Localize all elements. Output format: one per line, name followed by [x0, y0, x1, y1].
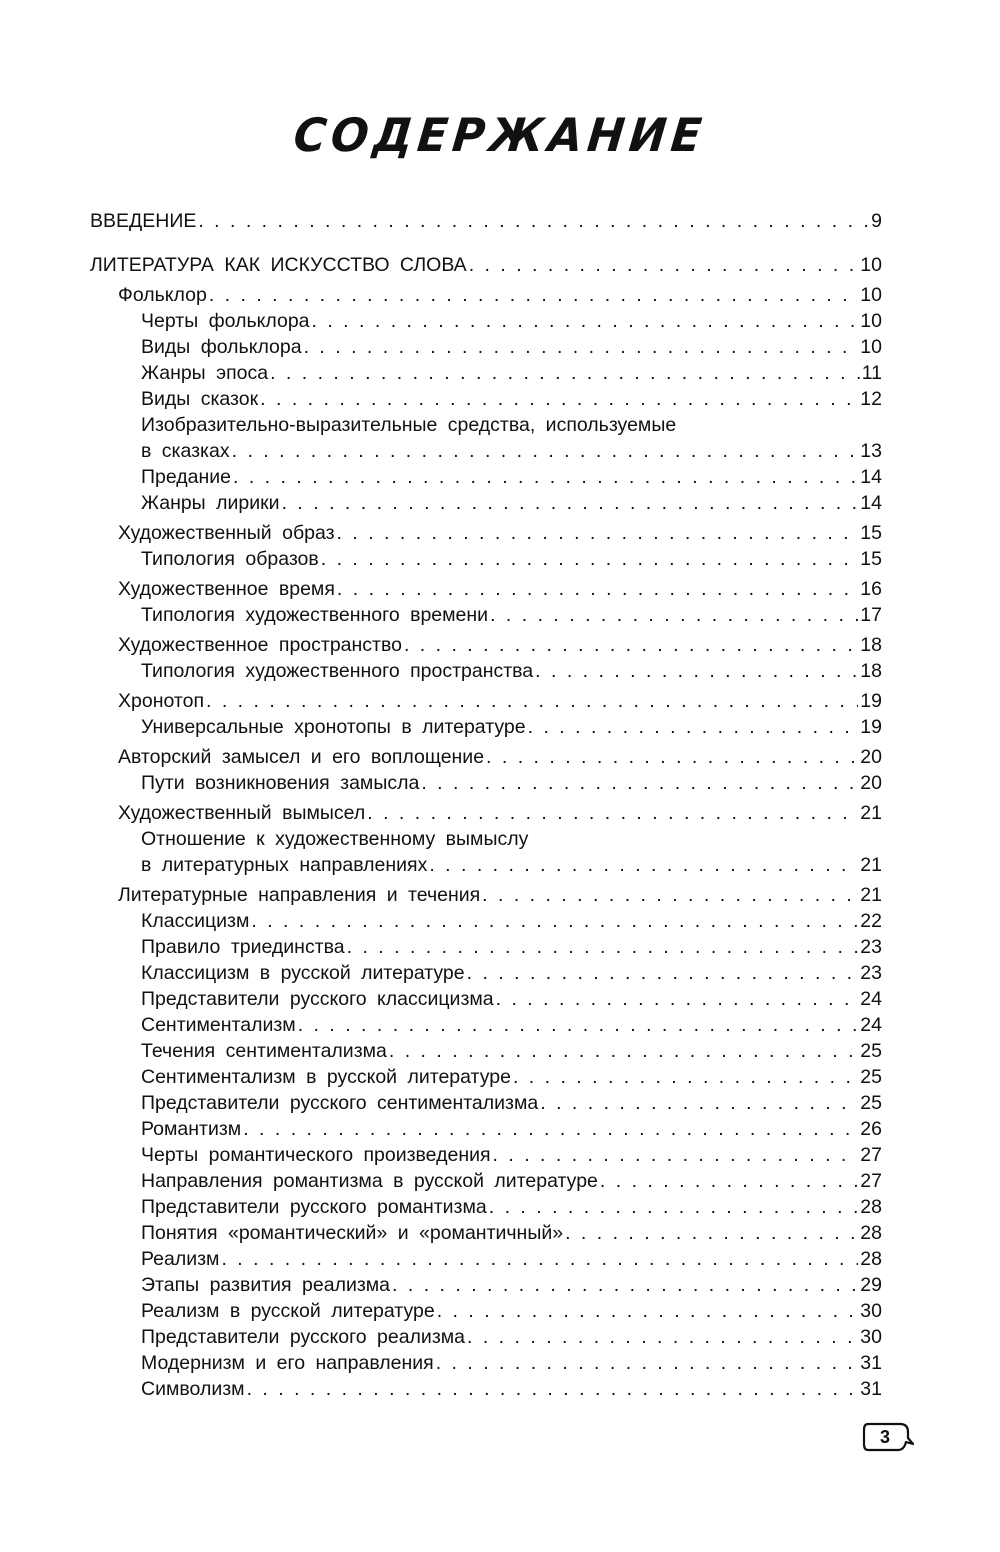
toc-entry[interactable]: [90, 576, 882, 602]
toc-entry-label: в сказках: [141, 440, 230, 462]
dot-leader: [392, 1272, 858, 1298]
toc-entry-label: Реализм: [141, 1248, 220, 1270]
toc-entry-page: 27: [860, 1170, 882, 1192]
toc-entry-page: 20: [860, 746, 882, 768]
dot-leader: [247, 1376, 859, 1402]
toc-entry[interactable]: [90, 1220, 882, 1246]
toc-entry-page: 14: [860, 466, 882, 488]
toc-entry-page: 30: [860, 1300, 882, 1322]
toc-entry[interactable]: [90, 1168, 882, 1194]
dot-leader: [600, 1168, 858, 1194]
dot-leader: [482, 882, 858, 908]
toc-entry-page: 16: [860, 578, 882, 600]
toc-entry[interactable]: [90, 986, 882, 1012]
toc-entry-label: Понятия «романтический» и «романтичный»: [141, 1222, 564, 1244]
toc-entry-page: 14: [860, 492, 882, 514]
toc-entry[interactable]: [90, 1012, 882, 1038]
toc-entry[interactable]: [90, 334, 882, 360]
toc-entry-label: Художественное пространство: [118, 634, 402, 656]
dot-leader: [540, 1090, 858, 1116]
toc-entry[interactable]: [90, 1376, 882, 1402]
toc-entry-page: 28: [860, 1196, 882, 1218]
toc-entry-label: Художественное время: [118, 578, 335, 600]
dot-leader: [429, 852, 858, 878]
dot-leader: [389, 1038, 858, 1064]
toc-entry-label: Символизм: [141, 1378, 245, 1400]
toc-entry[interactable]: [90, 520, 882, 546]
dot-leader: [493, 1142, 859, 1168]
toc-entry-label: Классицизм в русской литературе: [141, 962, 465, 984]
page-title: СОДЕРЖАНИЕ: [291, 108, 709, 162]
toc-entry[interactable]: [90, 800, 882, 826]
dot-leader: [337, 576, 858, 602]
toc-entry-page: 23: [860, 962, 882, 984]
toc-entry-label: Авторский замысел и его воплощение: [118, 746, 485, 768]
toc-entry-page: 11: [861, 362, 882, 384]
toc-entry-label-line1: Отношение к художественному вымыслу: [141, 828, 529, 850]
toc-entry[interactable]: [90, 602, 882, 628]
toc-entry-label: Типология художественного времени: [141, 604, 489, 626]
toc-entry[interactable]: [90, 308, 882, 334]
toc-entry-page: 10: [860, 310, 882, 332]
toc-entry-label: Этапы развития реализма: [141, 1274, 391, 1296]
dot-leader: [298, 1012, 859, 1038]
toc-entry-label: Реализм в русской литературе: [141, 1300, 435, 1322]
toc-entry-label: Типология образов: [141, 548, 319, 570]
toc-entry-label: Художественный вымысел: [118, 802, 366, 824]
toc-entry-page: 17: [860, 604, 882, 626]
dot-leader: [243, 1116, 858, 1142]
dot-leader: [496, 986, 859, 1012]
toc-entry[interactable]: [90, 1324, 882, 1350]
toc-entry[interactable]: [90, 438, 882, 464]
toc-entry[interactable]: [90, 908, 882, 934]
toc-entry-label: Виды фольклора: [141, 336, 302, 358]
toc-entry-page: 10: [860, 284, 882, 306]
toc-entry-label: Классицизм: [141, 910, 250, 932]
toc-entry-label: Сентиментализм: [141, 1014, 296, 1036]
dot-leader: [270, 360, 860, 386]
toc-entry-page: 31: [860, 1352, 882, 1374]
toc-entry-page: 20: [860, 772, 882, 794]
toc-entry[interactable]: [90, 1142, 882, 1168]
toc-entry[interactable]: [90, 852, 882, 878]
toc-entry-page: 19: [860, 716, 882, 738]
toc-entry-label: в литературных направлениях: [141, 854, 428, 876]
toc-entry-label: Правило триединства: [141, 936, 345, 958]
toc-entry[interactable]: [90, 1298, 882, 1324]
toc-entry[interactable]: [90, 490, 882, 516]
toc-entry-page: 24: [860, 1014, 882, 1036]
toc-entry-page: 27: [860, 1144, 882, 1166]
toc-entry-page: 25: [860, 1066, 882, 1088]
toc-entry-label: Универсальные хронотопы в литературе: [141, 716, 526, 738]
dot-leader: [469, 252, 859, 278]
toc-entry-label: Черты романтического произведения: [141, 1144, 491, 1166]
toc-entry[interactable]: [90, 960, 882, 986]
toc-entry-page: 15: [860, 522, 882, 544]
toc-entry-label: Представители русского сентиментализма: [141, 1092, 539, 1114]
toc-entry-label: Пути возникновения замысла: [141, 772, 420, 794]
dot-leader: [260, 386, 858, 412]
page-number-badge: [862, 1422, 910, 1452]
dot-leader: [565, 1220, 858, 1246]
toc-entry-page: 26: [860, 1118, 882, 1140]
toc-entry[interactable]: [90, 770, 882, 796]
toc-entry[interactable]: [90, 1038, 882, 1064]
toc-entry-page: 23: [860, 936, 882, 958]
toc-entry[interactable]: [90, 360, 882, 386]
toc-entry[interactable]: [90, 658, 882, 684]
toc-entry-label: Литературные направления и течения: [118, 884, 481, 906]
toc-entry-page: 9: [871, 210, 882, 232]
dot-leader: [421, 770, 858, 796]
dot-leader: [467, 960, 859, 986]
dot-leader: [206, 688, 858, 714]
dot-leader: [490, 602, 858, 628]
toc-entry-page: 21: [860, 854, 882, 876]
dot-leader: [321, 546, 859, 572]
toc-entry-label: Жанры лирики: [141, 492, 280, 514]
dot-leader: [404, 632, 858, 658]
toc-entry-page: 13: [860, 440, 882, 462]
toc-entry[interactable]: [90, 1064, 882, 1090]
toc-entry-page: 15: [860, 548, 882, 570]
toc-entry-page: 30: [860, 1326, 882, 1348]
dot-leader: [209, 282, 858, 308]
dot-leader: [282, 490, 859, 516]
toc-entry[interactable]: [90, 744, 882, 770]
toc-entry-page: 24: [860, 988, 882, 1010]
toc-entry-page: 10: [860, 254, 882, 276]
toc-entry-page: 19: [860, 690, 882, 712]
dot-leader: [367, 800, 858, 826]
toc-entry-label-line1: Изобразительно-выразительные средства, используемые: [141, 414, 677, 436]
toc-entry[interactable]: [90, 632, 882, 658]
toc-entry-label: Модернизм и его направления: [141, 1352, 434, 1374]
toc-entry-label: Сентиментализм в русской литературе: [141, 1066, 511, 1088]
toc-entry[interactable]: [90, 208, 882, 234]
toc-entry-label: ЛИТЕРАТУРА КАК ИСКУССТВО СЛОВА: [90, 254, 467, 276]
toc-entry-label: Хронотоп: [118, 690, 204, 712]
dot-leader: [489, 1194, 859, 1220]
toc-entry-label: Художественный образ: [118, 522, 335, 544]
dot-leader: [251, 908, 858, 934]
toc-entry-page: 31: [860, 1378, 882, 1400]
toc-entry-page: 22: [860, 910, 882, 932]
toc-entry-label: Предание: [141, 466, 232, 488]
toc-entry-label: Типология художественного пространства: [141, 660, 534, 682]
toc-entry-page: 10: [860, 336, 882, 358]
dot-leader: [528, 714, 859, 740]
toc-entry[interactable]: [90, 464, 882, 490]
dot-leader: [467, 1324, 858, 1350]
toc-entry[interactable]: [90, 688, 882, 714]
toc-entry[interactable]: [90, 882, 882, 908]
toc-entry[interactable]: [90, 282, 882, 308]
dot-leader: [437, 1298, 859, 1324]
toc-entry[interactable]: [90, 1272, 882, 1298]
toc-entry-label: Виды сказок: [141, 388, 259, 410]
toc-entry-label: Течения сентиментализма: [141, 1040, 387, 1062]
dot-leader: [198, 208, 869, 234]
page-number: 3: [879, 1427, 890, 1447]
dot-leader: [232, 438, 859, 464]
dot-leader: [535, 658, 858, 684]
toc-entry-page: 18: [860, 634, 882, 656]
toc-entry-label: Черты фольклора: [141, 310, 310, 332]
toc-entry-label: Романтизм: [141, 1118, 242, 1140]
toc-entry[interactable]: [90, 1116, 882, 1142]
toc-entry-page: 25: [860, 1092, 882, 1114]
toc-entry-label: Представители русского реализма: [141, 1326, 466, 1348]
toc-entry-page: 28: [860, 1248, 882, 1270]
toc-entry-page: 12: [860, 388, 882, 410]
toc-entry-page: 28: [860, 1222, 882, 1244]
toc-entry-label: Направления романтизма в русской литературе: [141, 1170, 598, 1192]
toc-entry-label: ВВЕДЕНИЕ: [90, 210, 197, 232]
toc-entry-page: 25: [860, 1040, 882, 1062]
toc-entry[interactable]: [90, 1194, 882, 1220]
dot-leader: [221, 1246, 858, 1272]
toc-entry-label: Представители русского романтизма: [141, 1196, 487, 1218]
toc-entry-label: Фольклор: [118, 284, 207, 306]
toc-entry[interactable]: [90, 546, 882, 572]
toc-entry[interactable]: [90, 386, 882, 412]
dot-leader: [312, 308, 859, 334]
dot-leader: [436, 1350, 859, 1376]
toc-entry-page: 29: [860, 1274, 882, 1296]
toc-entry-page: 21: [860, 884, 882, 906]
toc-entry[interactable]: [90, 934, 882, 960]
toc-entry-page: 18: [860, 660, 882, 682]
dot-leader: [233, 464, 858, 490]
dot-leader: [337, 520, 859, 546]
dot-leader: [304, 334, 859, 360]
dot-leader: [347, 934, 859, 960]
toc-entry[interactable]: [90, 1246, 882, 1272]
toc-entry-page: 21: [860, 802, 882, 824]
toc-entry[interactable]: [90, 252, 882, 278]
toc-entry[interactable]: [90, 1350, 882, 1376]
dot-leader: [513, 1064, 858, 1090]
toc-entry-label: Представители русского классицизма: [141, 988, 494, 1010]
toc-entry-label: Жанры эпоса: [141, 362, 269, 384]
table-of-contents: [90, 208, 882, 1402]
toc-entry[interactable]: [90, 714, 882, 740]
toc-entry[interactable]: [90, 1090, 882, 1116]
dot-leader: [486, 744, 858, 770]
